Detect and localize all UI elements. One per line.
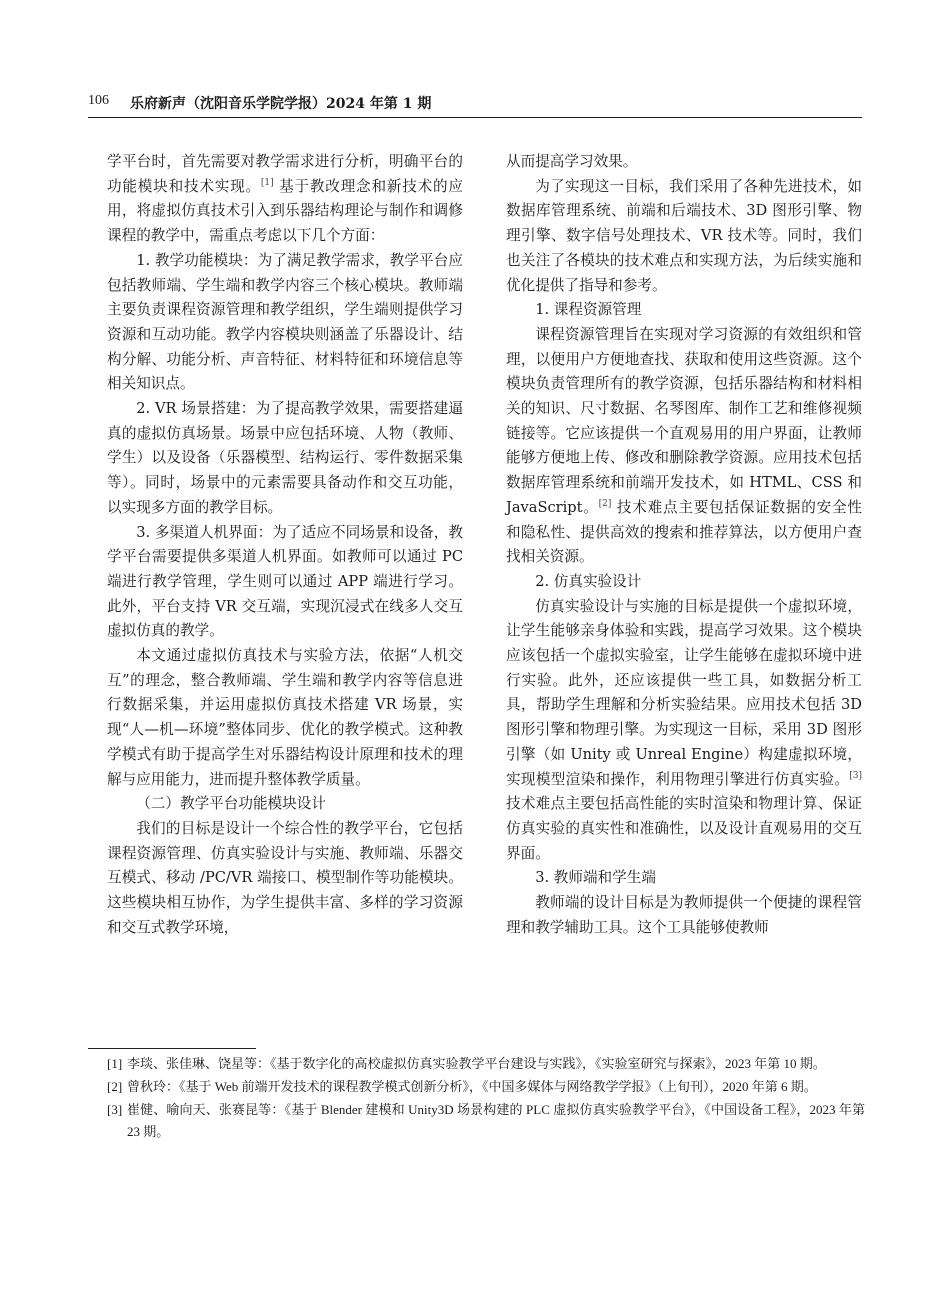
running-header [88, 91, 862, 118]
paragraph: 我们的目标是设计一个综合性的教学平台，它包括课程资源管理、仿真实验设计与实施、教师端、乐器交互模式、移动 /PC/VR 端接口、模型制作等功能模块。这些模块相互协作，为学生提供丰富、多样的学习资源和交互式教学环境， [107, 819, 463, 936]
paragraph: 3. 多渠道人机界面：为了适应不同场景和设备，教学平台需要提供多渠道人机界面。如教师可以通过 PC 端进行教学管理，学生则可以通过 APP 端进行学习。此外，平台支持 VR 交互端，实现沉浸式在线多人交互虚拟仿真的教学。 [107, 523, 463, 640]
paragraph: 教师端的设计目标是为教师提供一个便捷的课程管理和教学辅助工具。这个工具能够使教师 [506, 894, 862, 936]
footnote-mark: [3] [107, 1102, 123, 1117]
subsection-heading: 3. 教师端和学生端 [535, 869, 656, 887]
section-heading: （二）教学平台功能模块设计 [136, 795, 326, 813]
page-number: 106 [88, 93, 109, 108]
subsection-heading: 1. 课程资源管理 [535, 301, 642, 319]
left-column [107, 150, 463, 941]
footnote [107, 1099, 865, 1143]
paragraph: 本文通过虚拟仿真技术与实验方法，依据“人机交互”的理念，整合教师端、学生端和教学内容等信息进行数据采集，并运用虚拟仿真技术搭建 VR 场景，实现“人—机—环境”整体同步、优化的教学模式。这种教学模式有助于提高学生对乐器结构设计原理和技术的理解与应用能力，进而提升整体教学质量。 [107, 647, 463, 788]
footnote-text: 曾秋玲：《基于 Web 前端开发技术的课程教学模式创新分析》，《中国多媒体与网络教学学报》（上旬刊），2020 年第 6 期。 [127, 1079, 817, 1094]
paragraph: 仿真实验设计与实施的目标是提供一个虚拟环境，让学生能够亲身体验和实践，提高学习效果。这个模块应该包括一个虚拟实验室，让学生能够在虚拟环境中进行实验。此外，还应该提供一些工具，如数据分析工具，帮助学生理解和分析实验结果。应用技术包括 3D 图形引擎和物理引擎。为实现这一目标，采用 3D 图形引擎（如 Unity 或 Unreal Engine）构建虚拟环境，实现模型渲染和操作，利用物理引擎进行仿真实验。[3] 技术难点主要包括高性能的实时渲染和物理计算、保证仿真实验的真实性和准确性，以及设计直观易用的交互界面。 [506, 597, 862, 862]
paragraph: 为了实现这一目标，我们采用了各种先进技术，如数据库管理系统、前端和后端技术、3D 图形引擎、物理引擎、数字信号处理技术、VR 技术等。同时，我们也关注了各模块的技术难点和实现方法，为后续实施和优化提供了指导和参考。 [506, 177, 862, 294]
paragraph: 从而提高学习效果。 [506, 153, 638, 170]
paragraph: 课程资源管理旨在实现对学习资源的有效组织和管理，以便用户方便地查找、获取和使用这些资源。这个模块负责管理所有的教学资源，包括乐器结构和材料相关的知识、尺寸数据、名琴图库、制作工艺和维修视频链接等。它应该提供一个直观易用的用户界面，让教师能够方便地上传、修改和删除教学资源。应用技术包括数据库管理系统和前端开发技术，如 HTML、CSS 和 JavaScript。[2] 技术难点主要包括保证数据的安全性和隐私性、提供高效的搜索和推荐算法，以方便用户查找相关资源。 [506, 325, 862, 566]
footnote-mark: [2] [107, 1079, 123, 1094]
footnote-divider [88, 1048, 256, 1049]
paragraph: 学平台时，首先需要对教学需求进行分析，明确平台的功能模块和技术实现。[1] 基于教改理念和新技术的应用，将虚拟仿真技术引入到乐器结构理论与制作和调修课程的教学中，需重点考虑以下几个方面： [107, 153, 463, 245]
paragraph: 2. VR 场景搭建：为了提高教学效果，需要搭建逼真的虚拟仿真场景。场景中应包括环境、人物（教师、学生）以及设备（乐器模型、结构运行、零件数据采集等）。同时，场景中的元素需要具备动作和交互功能，以实现多方面的教学目标。 [107, 400, 463, 516]
footnotes [107, 1053, 865, 1144]
footnote [107, 1053, 865, 1075]
footnote-mark: [1] [107, 1056, 123, 1071]
journal-title: 乐府新声（沈阳音乐学院学报）2024 年第 1 期 [130, 96, 432, 112]
paragraph: 1. 教学功能模块：为了满足教学需求，教学平台应包括教师端、学生端和教学内容三个核心模块。教师端主要负责课程资源管理和教学组织，学生端则提供学习资源和互动功能。教学内容模块则涵盖了乐器设计、结构分解、功能分析、声音特征、材料特征和环境信息等相关知识点。 [107, 251, 463, 393]
footnote [107, 1076, 865, 1098]
footnote-ref-2[interactable]: [2] [598, 498, 612, 509]
right-column [506, 150, 862, 941]
footnote-ref-1[interactable]: [1] [260, 177, 274, 188]
footnote-text: 李琰、张佳琳、饶星等：《基于数字化的高校虚拟仿真实验教学平台建设与实践》，《实验室研究与探索》，2023 年第 10 期。 [127, 1056, 826, 1071]
subsection-heading: 2. 仿真实验设计 [535, 572, 642, 590]
footnote-text: 崔健、喻向天、张赛昆等：《基于 Blender 建模和 Unity3D 场景构建的 PLC 虚拟仿真实验教学平台》，《中国设备工程》，2023 年第 23 期。 [127, 1102, 865, 1139]
footnote-ref-3[interactable]: [3] [849, 770, 862, 781]
